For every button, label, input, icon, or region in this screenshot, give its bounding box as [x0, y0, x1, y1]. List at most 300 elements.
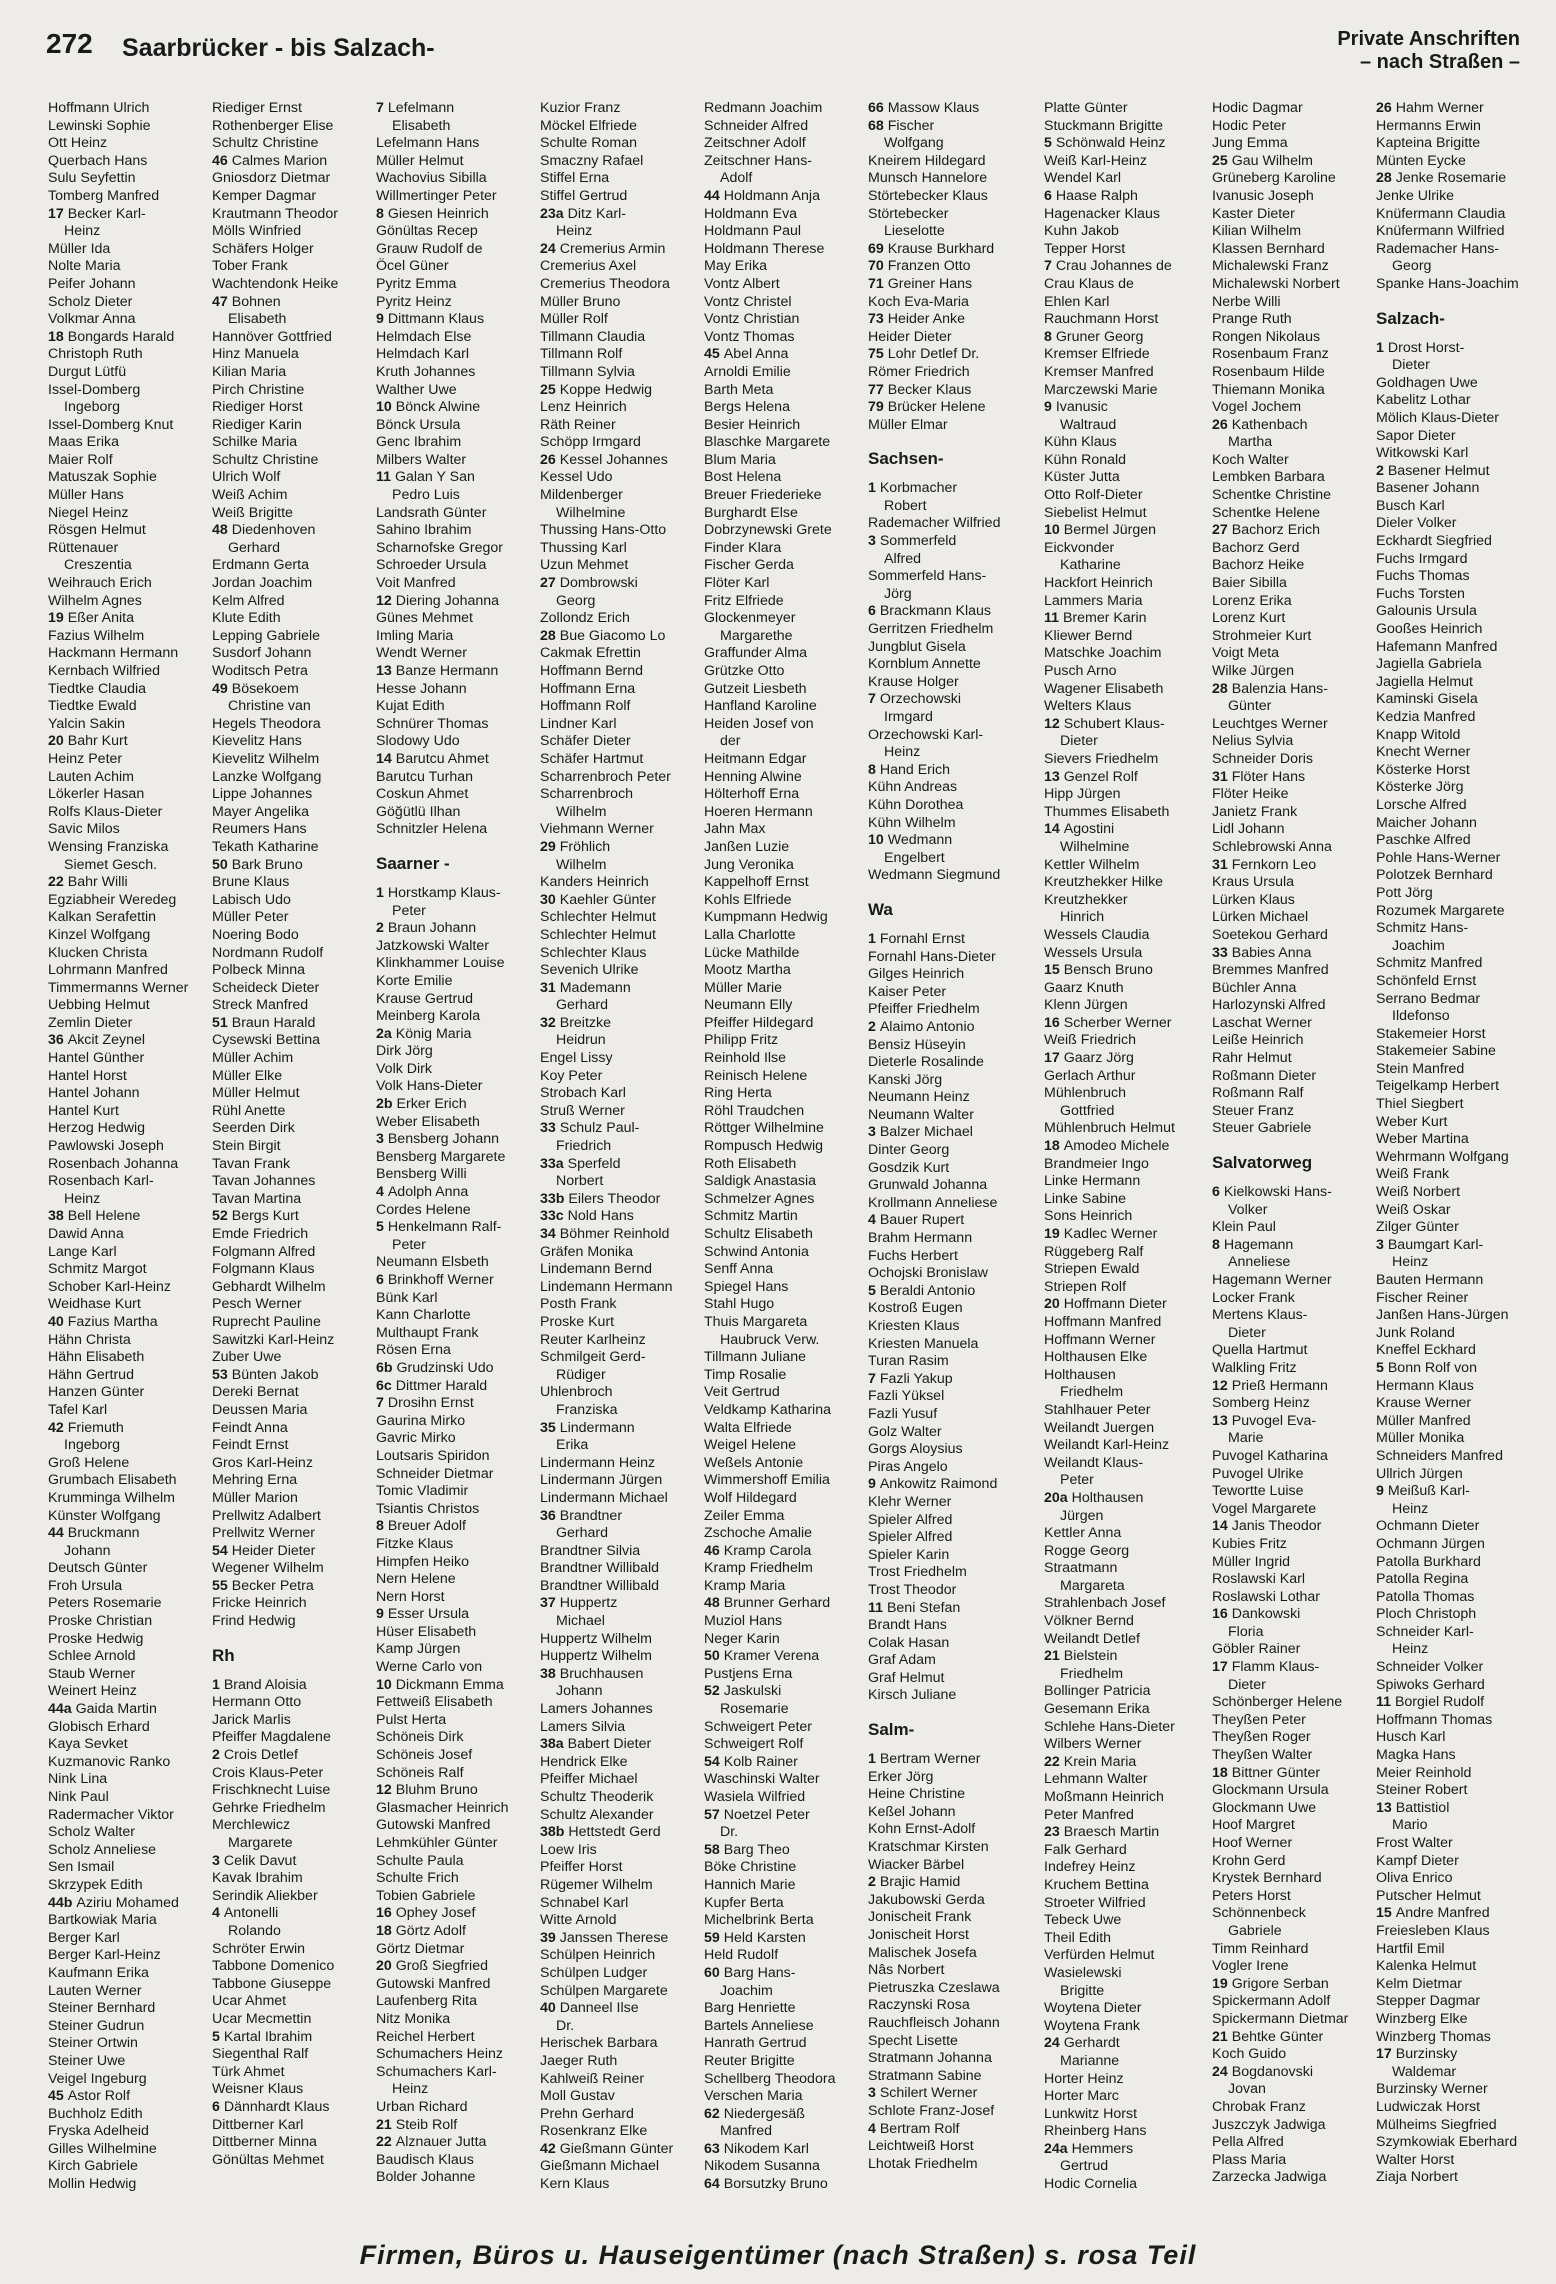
resident-entry: Müller Helmut	[376, 152, 464, 169]
resident-entry: 42 Friemuth	[48, 1419, 124, 1436]
resident-entry: Schmitz Manfred	[1376, 955, 1483, 972]
resident-entry: Maicher Johann	[1376, 814, 1477, 831]
resident-entry: 18 Amodeo Michele	[1044, 1138, 1170, 1155]
entry-continuation: Gerhard	[556, 997, 609, 1014]
resident-entry: Kilian Maria	[212, 363, 287, 380]
house-number: 14	[1212, 1518, 1232, 1535]
resident-entry: Ullrich Jürgen	[1376, 1465, 1463, 1482]
resident-entry: Labisch Udo	[212, 891, 291, 908]
resident-entry: Roßmann Dieter	[1212, 1067, 1317, 1084]
house-number: 9	[1376, 1483, 1388, 1500]
resident-entry: Polotzek Bernhard	[1376, 867, 1493, 884]
resident-entry: Steiner Gudrun	[48, 2017, 145, 2034]
house-number: 35	[540, 1419, 560, 1436]
resident-entry: 27 Dombrowski	[540, 575, 638, 592]
resident-entry: Spieler Karin	[868, 1546, 950, 1563]
resident-entry: 48 Brunner Gerhard	[704, 1595, 831, 1612]
resident-entry: Kampf Dieter	[1376, 1852, 1459, 1869]
resident-entry: Zemlin Dieter	[48, 1014, 133, 1031]
resident-entry: Frischknecht Luise	[212, 1782, 331, 1799]
resident-entry: Theyßen Peter	[1212, 1711, 1306, 1728]
resident-entry: Rauchfleisch Johann	[868, 2014, 1000, 2031]
resident-entry: Holdmann Therese	[704, 240, 825, 257]
resident-entry: Hantel Günther	[48, 1050, 145, 1067]
resident-entry: Volkmar Anna	[48, 311, 136, 328]
house-number: 26	[1376, 100, 1396, 116]
resident-entry: Horter Marc	[1044, 2088, 1119, 2105]
resident-entry: Steuer Gabriele	[1212, 1120, 1312, 1137]
resident-entry: Rösen Erna	[376, 1342, 451, 1359]
resident-entry: Puvogel Ulrike	[1212, 1465, 1304, 1482]
resident-entry: Klein Paul	[1212, 1219, 1276, 1236]
resident-entry: Zarzecka Jadwiga	[1212, 2169, 1327, 2186]
resident-entry: Indefrey Heinz	[1044, 1859, 1136, 1876]
resident-entry: Hantel Kurt	[48, 1102, 119, 1119]
resident-entry: Kappelhoff Ernst	[704, 874, 809, 891]
resident-entry: Gaarz Knuth	[1044, 979, 1124, 996]
resident-entry: Woytena Dieter	[1044, 2000, 1142, 2017]
resident-entry: 38 Bruchhausen	[540, 1665, 644, 1682]
resident-entry: Krumminga Wilhelm	[48, 1489, 175, 1506]
section-heading-line2: – nach Straßen –	[1359, 51, 1520, 73]
resident-entry: Kostroß Eugen	[868, 1300, 963, 1317]
house-number: 23a	[540, 205, 568, 222]
resident-entry: 21 Bielstein	[1044, 1648, 1118, 1665]
resident-entry: Schnitzler Helena	[376, 821, 488, 838]
resident-entry: Riediger Horst	[212, 399, 303, 416]
resident-entry: Reuter Karlheinz	[540, 1331, 646, 1348]
resident-entry: Stuckmann Brigitte	[1044, 117, 1164, 134]
resident-entry: Stahl Hugo	[704, 1296, 775, 1313]
resident-entry: 2 Crois Detlef	[212, 1747, 298, 1764]
resident-entry: Wendt Werner	[376, 645, 467, 662]
resident-entry: Wehrmann Wolfgang	[1376, 1148, 1509, 1165]
resident-entry: Feindt Ernst	[212, 1437, 289, 1454]
resident-entry: Tabbone Giuseppe	[212, 1975, 332, 1992]
entry-continuation: Günter	[1228, 698, 1272, 715]
resident-entry: 15 Andre Manfred	[1376, 1905, 1490, 1922]
resident-entry: Ochojski Bronislaw	[868, 1265, 988, 1282]
house-number: 79	[868, 399, 888, 416]
resident-entry: Weilandt Juergen	[1044, 1419, 1155, 1436]
resident-entry: Himpfen Heiko	[376, 1553, 470, 1570]
resident-entry: Schneider Alfred	[704, 117, 809, 134]
resident-entry: Schulte Frich	[376, 1870, 459, 1887]
resident-entry: Sevenich Ulrike	[540, 962, 639, 979]
resident-entry: Bartels Anneliese	[704, 2017, 814, 2034]
resident-entry: Zilger Günter	[1376, 1219, 1459, 1236]
resident-entry: Röttger Wilhelmine	[704, 1120, 824, 1137]
resident-entry: 44 Holdmann Anja	[704, 187, 820, 204]
resident-entry: Fuchs Irmgard	[1376, 550, 1468, 567]
resident-entry: Nordmann Rudolf	[212, 944, 324, 961]
resident-entry: 1 Horstkamp Klaus-	[376, 884, 501, 901]
resident-entry: Zeitschner Hans-	[704, 152, 813, 169]
resident-entry: Kreutzhekker	[1044, 891, 1128, 908]
resident-entry: Kern Klaus	[540, 2176, 610, 2193]
resident-entry: Pfeiffer Magdalene	[212, 1729, 331, 1746]
house-number: 38b	[540, 1824, 569, 1841]
resident-entry: Baudisch Klaus	[376, 2151, 474, 2168]
resident-entry: Kann Charlotte	[376, 1307, 471, 1324]
resident-entry: Lauten Achim	[48, 768, 134, 785]
resident-entry: Lamers Johannes	[540, 1701, 653, 1718]
resident-entry: Vogler Irene	[1212, 1958, 1289, 1975]
resident-entry: Tavan Martina	[212, 1190, 302, 1207]
resident-entry: Brahm Hermann	[868, 1230, 973, 1247]
resident-entry: Dawid Anna	[48, 1226, 124, 1242]
house-number: 1	[376, 884, 388, 901]
house-number: 52	[212, 1208, 232, 1225]
resident-entry: Müller Hans	[48, 487, 124, 504]
entry-continuation: Friedhelm	[1060, 1384, 1124, 1401]
resident-entry: Woditsch Petra	[212, 663, 308, 679]
resident-entry: Fischer Gerda	[704, 557, 794, 574]
resident-entry: 10 Bermel Jürgen	[1044, 522, 1156, 539]
resident-entry: Rahr Helmut	[1212, 1050, 1292, 1067]
resident-entry: Zeitschner Adolf	[704, 135, 806, 152]
entry-continuation: Margarethe	[720, 627, 793, 644]
resident-entry: Grunwald Johanna	[868, 1177, 988, 1194]
resident-entry: Reichel Herbert	[376, 2028, 475, 2045]
resident-entry: Lalla Charlotte	[704, 926, 796, 943]
resident-entry: Ehlen Karl	[1044, 293, 1110, 310]
resident-entry: Münten Eycke	[1376, 152, 1466, 169]
resident-entry: Zuber Uwe	[212, 1349, 282, 1366]
resident-entry: Störtebecker Klaus	[868, 187, 988, 204]
resident-entry: Cremerius Theodora	[540, 275, 670, 292]
resident-entry: Weiß Friedrich	[1044, 1032, 1136, 1049]
resident-entry: Gorgs Aloysius	[868, 1441, 963, 1458]
resident-entry: Radermacher Viktor	[48, 1806, 174, 1823]
resident-entry: Striepen Rolf	[1044, 1278, 1127, 1295]
resident-entry: 8 Hagemann	[1212, 1236, 1294, 1253]
resident-entry: Wasiela Wilfried	[704, 1789, 806, 1805]
resident-entry: Folgmann Alfred	[212, 1243, 316, 1260]
resident-entry: Zeiler Emma	[704, 1507, 785, 1524]
house-number: 59	[704, 1929, 724, 1946]
resident-entry: Strobach Karl	[540, 1085, 626, 1102]
resident-entry: 70 Franzen Otto	[868, 258, 971, 275]
resident-entry: Schober Karl-Heinz	[48, 1278, 172, 1295]
resident-entry: Brandtner Willibald	[540, 1560, 660, 1577]
resident-entry: Klehr Werner	[868, 1493, 952, 1510]
resident-entry: Raczynski Rosa	[868, 1997, 970, 2014]
resident-entry: Mühlenbruch Helmut	[1044, 1120, 1175, 1137]
resident-entry: Rühl Anette	[212, 1102, 286, 1119]
house-number: 13	[1044, 768, 1064, 785]
resident-entry: Hantel Horst	[48, 1067, 127, 1084]
resident-entry: Rompusch Hedwig	[704, 1138, 824, 1155]
resident-entry: Rosenbaum Franz	[1212, 346, 1329, 363]
resident-entry: Freiesleben Klaus	[1376, 1922, 1490, 1939]
resident-entry: Verschen Maria	[704, 2088, 803, 2105]
resident-entry: Fryska Adelheid	[48, 2123, 149, 2140]
resident-entry: Kneirem Hildegard	[868, 152, 986, 169]
resident-entry: Timm Reinhard	[1212, 1940, 1309, 1957]
house-number: 18	[1212, 1764, 1232, 1781]
resident-entry: 48 Diedenhoven	[212, 522, 316, 539]
resident-entry: Spickermann Adolf	[1212, 1993, 1331, 2010]
house-number: 28	[1376, 170, 1396, 187]
resident-entry: 9 Esser Ursula	[376, 1606, 470, 1623]
resident-entry: Seerden Dirk	[212, 1120, 295, 1137]
resident-entry: Stein Birgit	[212, 1138, 281, 1155]
resident-entry: Putscher Helmut	[1376, 1887, 1481, 1904]
resident-entry: Schweigert Rolf	[704, 1736, 804, 1753]
resident-entry: Künster Wolfgang	[48, 1507, 161, 1524]
entry-continuation: Anneliese	[1228, 1254, 1291, 1271]
resident-entry: Landsrath Günter	[376, 504, 487, 521]
resident-entry: Bolder Johanne	[376, 2169, 476, 2186]
resident-entry: Slodowy Udo	[376, 733, 460, 750]
resident-entry: Spiwoks Gerhard	[1376, 1676, 1485, 1693]
entry-continuation: Dieter	[1228, 1676, 1266, 1693]
resident-entry: Bergs Helena	[704, 399, 790, 416]
footer-notice: Firmen, Büros u. Hauseigentümer (nach Straßen) s. rosa Teil	[359, 2240, 1197, 2270]
resident-entry: Schneider Doris	[1212, 750, 1313, 767]
resident-entry: Pfeiffer Horst	[540, 1859, 623, 1876]
house-number: 54	[212, 1542, 232, 1559]
entry-continuation: Wilhelmine	[1060, 838, 1130, 855]
resident-entry: Weber Kurt	[1376, 1113, 1448, 1130]
resident-entry: Lehmkühler Günter	[376, 1835, 498, 1851]
resident-entry: Meinberg Karola	[376, 1008, 481, 1025]
resident-entry: 8 Giesen Heinrich	[376, 205, 489, 222]
house-number: 29	[540, 838, 560, 855]
resident-entry: Husch Karl	[1376, 1729, 1446, 1746]
house-number: 6	[1044, 187, 1056, 204]
resident-entry: Mollin Hedwig	[48, 2176, 137, 2193]
resident-entry: Stiffel Gertrud	[540, 187, 628, 204]
house-number: 38	[540, 1665, 560, 1682]
resident-entry: Veldkamp Katharina	[704, 1401, 831, 1418]
resident-entry: Tillmann Rolf	[540, 346, 623, 363]
resident-entry: Spieler Alfred	[868, 1529, 953, 1546]
resident-entry: Sawitzki Karl-Heinz	[212, 1331, 335, 1348]
resident-entry: Jatzkowski Walter	[376, 937, 489, 954]
house-number: 10	[376, 399, 396, 416]
resident-entry: Spickermann Dietmar	[1212, 2010, 1349, 2027]
entry-continuation: Engelbert	[884, 849, 945, 866]
house-number: 50	[704, 1648, 724, 1665]
entry-continuation: Dr.	[556, 2017, 575, 2034]
resident-entry: Jakubowski Gerda	[868, 1891, 985, 1908]
resident-entry: Crois Klaus-Peter	[212, 1764, 324, 1781]
house-number: 24	[1212, 2063, 1232, 2080]
resident-entry: Heider Dieter	[868, 328, 952, 345]
resident-entry: Wilke Jürgen	[1212, 663, 1295, 679]
spacer	[868, 1705, 1033, 1709]
resident-entry: Fazli Yüksel	[868, 1388, 945, 1405]
resident-entry: 16 Dankowski	[1212, 1606, 1301, 1623]
resident-entry: Kemper Dagmar	[212, 187, 317, 204]
resident-entry: Michalewski Franz	[1212, 258, 1329, 275]
resident-entry: Burghardt Else	[704, 504, 798, 521]
resident-entry: 3 Sommerfeld	[868, 533, 957, 550]
resident-entry: Erker Jörg	[868, 1768, 934, 1785]
resident-entry: Theyßen Walter	[1212, 1747, 1313, 1764]
house-number: 51	[212, 1014, 232, 1031]
house-number: 13	[1376, 1799, 1396, 1816]
resident-entry: Lehmann Walter	[1044, 1771, 1148, 1788]
resident-entry: Graffunder Alma	[704, 645, 808, 662]
page-title: Saarbrücker - bis Salzach-	[122, 34, 435, 62]
resident-entry: Trost Friedhelm	[868, 1564, 967, 1581]
resident-entry: Thussing Hans-Otto	[540, 522, 667, 539]
resident-entry: Gutowski Manfred	[376, 1975, 491, 1992]
resident-entry: Lanzke Wolfgang	[212, 768, 322, 785]
resident-entry: Teigelkamp Herbert	[1376, 1078, 1500, 1095]
house-number: 23	[1044, 1824, 1064, 1841]
resident-entry: Specht Lisette	[868, 2032, 958, 2049]
resident-entry: Kedzia Manfred	[1376, 709, 1476, 725]
house-number: 3	[212, 1852, 224, 1869]
resident-entry: Rügemer Wilhelm	[540, 1876, 653, 1893]
resident-entry: Maas Erika	[48, 434, 119, 451]
resident-entry: Hackmann Hermann	[48, 645, 179, 662]
resident-entry: Ucar Ahmet	[212, 1993, 287, 2010]
resident-entry: Göbler Rainer	[1212, 1641, 1301, 1658]
resident-entry: 54 Heider Dieter	[212, 1542, 316, 1559]
resident-entry: Pfeiffer Hildegard	[704, 1014, 814, 1031]
resident-entry: Holthausen	[1044, 1366, 1116, 1383]
resident-entry: Nikodem Susanna	[704, 2158, 820, 2175]
resident-entry: Wachovius Sibilla	[376, 170, 487, 187]
resident-entry: Tiedtke Ewald	[48, 698, 137, 715]
house-number: 68	[868, 117, 888, 134]
resident-entry: Blum Maria	[704, 451, 776, 468]
resident-entry: 35 Lindermann	[540, 1419, 635, 1436]
resident-entry: 1 Brand Aloisia	[212, 1676, 307, 1693]
spacer	[1376, 294, 1541, 298]
house-number: 5	[376, 1219, 388, 1236]
resident-entry: Cremerius Axel	[540, 258, 637, 275]
house-number: 12	[1212, 1377, 1232, 1394]
house-number: 10	[376, 1676, 396, 1693]
resident-entry: Mildenberger	[540, 487, 623, 504]
entry-continuation: Marianne	[1060, 2052, 1120, 2069]
resident-entry: Gilges Heinrich	[868, 966, 965, 983]
resident-entry: Magka Hans	[1376, 1747, 1456, 1764]
resident-entry: Vontz Albert	[704, 275, 780, 292]
resident-entry: Paschke Alfred	[1376, 832, 1471, 849]
resident-entry: Schäfers Holger	[212, 240, 314, 257]
resident-entry: 10 Bönck Alwine	[376, 399, 481, 416]
house-number: 30	[540, 891, 560, 908]
resident-entry: Holdmann Paul	[704, 223, 802, 240]
house-number: 22	[48, 874, 68, 891]
house-number: 8	[868, 761, 880, 778]
resident-entry: Tebeck Uwe	[1044, 1912, 1122, 1929]
resident-entry: Walkling Fritz	[1212, 1359, 1297, 1376]
resident-entry: Gilles Wilhelmine	[48, 2140, 157, 2157]
house-number: 57	[704, 1806, 724, 1823]
entry-continuation: Dieter	[1228, 1324, 1266, 1341]
resident-entry: 50 Bark Bruno	[212, 856, 303, 873]
resident-entry: Scheideck Dieter	[212, 979, 320, 996]
resident-entry: Jenke Ulrike	[1376, 187, 1455, 204]
resident-entry: 2 Braun Johann	[376, 920, 477, 937]
resident-entry: 3 Schilert Werner	[868, 2085, 978, 2102]
resident-entry: Nitz Monika	[376, 2010, 451, 2027]
resident-entry: Kaiser Peter	[868, 983, 947, 1000]
resident-entry: Hagenacker Klaus	[1044, 205, 1160, 222]
resident-entry: Rosenbach Karl-	[48, 1173, 154, 1190]
resident-entry: 31 Flöter Hans	[1212, 768, 1306, 785]
resident-entry: Schöpp Irmgard	[540, 434, 641, 451]
resident-entry: Otto Rolf-Dieter	[1044, 487, 1143, 504]
resident-entry: 45 Astor Rolf	[48, 2088, 131, 2105]
entry-continuation: Brigitte	[1060, 1982, 1105, 1999]
resident-entry: Siegenthal Ralf	[212, 2046, 309, 2063]
resident-entry: Lippe Johannes	[212, 786, 313, 803]
resident-entry: Hoffmann Werner	[1044, 1331, 1156, 1348]
resident-entry: Vontz Thomas	[704, 328, 795, 345]
resident-entry: Egziabheir Weredeg	[48, 891, 177, 908]
resident-entry: 46 Calmes Marion	[212, 152, 328, 169]
spacer	[376, 839, 541, 843]
resident-entry: Öcel Güner	[376, 258, 449, 275]
resident-entry: Klinkhammer Louise	[376, 955, 505, 972]
resident-entry: Büchler Anna	[1212, 979, 1297, 996]
entry-continuation: Christine van	[228, 698, 311, 715]
resident-entry: Neumann Elsbeth	[376, 1254, 489, 1271]
resident-entry: Munsch Hannelore	[868, 170, 988, 187]
resident-entry: 63 Nikodem Karl	[704, 2140, 809, 2157]
resident-entry: Kliewer Bernd	[1044, 627, 1133, 644]
resident-entry: Knecht Werner	[1376, 744, 1471, 761]
house-number: 11	[1376, 1694, 1395, 1711]
resident-entry: Riediger Ernst	[212, 100, 302, 116]
resident-entry: Gerlach Arthur	[1044, 1067, 1136, 1084]
resident-entry: Lefelmann Hans	[376, 135, 480, 152]
resident-entry: Schöneis Ralf	[376, 1764, 464, 1781]
resident-entry: Scharnofske Gregor	[376, 539, 503, 556]
resident-entry: Thuis Margareta	[704, 1313, 808, 1330]
entry-continuation: Heinz	[1392, 1641, 1429, 1658]
house-number: 64	[704, 2176, 724, 2193]
spacer	[868, 885, 1033, 889]
directory-column	[212, 100, 377, 2169]
resident-entry: Bensiz Hüseyin	[868, 1036, 966, 1053]
resident-entry: Viehmann Werner	[540, 821, 654, 838]
resident-entry: 38 Bell Helene	[48, 1208, 141, 1225]
resident-entry: Müller Elmar	[868, 416, 948, 433]
entry-continuation: Johann	[556, 1683, 603, 1700]
resident-entry: Mertens Klaus-	[1212, 1307, 1308, 1324]
resident-entry: Kahlweiß Reiner	[540, 2070, 645, 2087]
house-number: 3	[376, 1131, 388, 1148]
resident-entry: Oliva Enrico	[1376, 1870, 1453, 1887]
resident-entry: Kösterke Jörg	[1376, 779, 1464, 796]
resident-entry: Marczewski Marie	[1044, 381, 1158, 398]
resident-entry: Schönfeld Ernst	[1376, 972, 1477, 989]
house-number: 44a	[48, 1701, 76, 1718]
resident-entry: Gesemann Erika	[1044, 1701, 1150, 1718]
resident-entry: Wedmann Siegmund	[868, 867, 1001, 884]
entry-continuation: Waltraud	[1060, 416, 1117, 433]
resident-entry: Krautmann Theodor	[212, 205, 338, 222]
resident-entry: Ucar Mecmettin	[212, 2010, 312, 2027]
resident-entry: 26 Kathenbach	[1212, 416, 1308, 433]
entry-continuation: Ildefonso	[1392, 1008, 1450, 1025]
resident-entry: Nink Lina	[48, 1771, 108, 1788]
resident-entry: Deussen Maria	[212, 1401, 308, 1418]
resident-entry: Fuchs Torsten	[1376, 585, 1465, 602]
resident-entry: Krollmann Anneliese	[868, 1194, 998, 1211]
resident-entry: Göğütlü Ilhan	[376, 803, 461, 820]
